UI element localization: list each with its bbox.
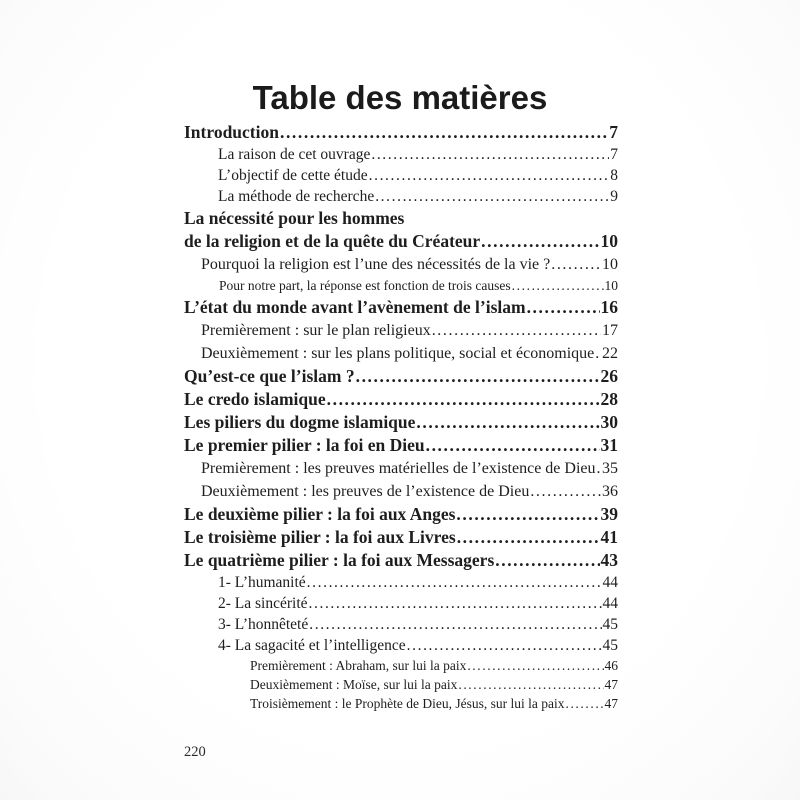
toc-page-number: 10	[604, 278, 618, 293]
toc-item	[201, 253, 618, 276]
toc-item	[218, 614, 618, 635]
toc-item	[250, 656, 618, 675]
toc-page-number: 10	[602, 256, 618, 273]
toc-item-label: 2- La sincérité	[218, 595, 308, 612]
toc-item-label: Le deuxième pilier : la foi aux Anges	[184, 504, 456, 524]
toc-item-label: L’état du monde avant l’avènement de l’islam	[184, 297, 526, 317]
toc-page-number: 47	[604, 696, 618, 711]
toc-item-label: Qu’est-ce que l’islam ?	[184, 366, 355, 386]
table-of-contents	[184, 121, 618, 713]
toc-item-label: 4- La sagacité et l’intelligence	[218, 637, 406, 654]
toc-page-number: 8	[610, 167, 618, 184]
leader-dots	[280, 121, 608, 144]
toc-item-label: Premièrement : les preuves matérielles de l’existence de Dieu	[201, 460, 596, 477]
toc-item	[218, 144, 618, 165]
toc-item	[219, 276, 618, 296]
toc-item-label: Deuxièmement : les preuves de l’existence de Dieu	[201, 483, 530, 500]
leader-dots	[551, 253, 601, 276]
toc-page-number: 35	[602, 460, 618, 477]
leader-dots	[512, 276, 604, 296]
toc-item	[184, 365, 618, 388]
toc-page-number: 41	[600, 527, 618, 547]
toc-item	[250, 675, 618, 694]
toc-page-number: 22	[602, 345, 618, 362]
toc-page-number: 45	[602, 637, 618, 654]
toc-item	[184, 411, 618, 434]
toc-item	[218, 186, 618, 207]
toc-item-label: Le credo islamique	[184, 389, 326, 409]
toc-page-number: 16	[600, 297, 618, 317]
toc-item	[250, 694, 618, 713]
toc-item-label: 3- L’honnêteté	[218, 616, 309, 633]
toc-page-number: 47	[604, 677, 618, 692]
toc-item-label: Troisièmement : le Prophète de Dieu, Jésus, sur lui la paix	[250, 696, 565, 711]
toc-page-number: 45	[602, 616, 618, 633]
toc-item-label: 1- L’humanité	[218, 574, 306, 591]
toc-item-label: Premièrement : Abraham, sur lui la paix	[250, 658, 467, 673]
toc-item	[184, 503, 618, 526]
toc-item-label: Premièrement : sur le plan religieux	[201, 322, 431, 339]
leader-dots	[456, 503, 599, 526]
leader-dots	[369, 165, 610, 186]
toc-item-label: Pour notre part, la réponse est fonction de trois causes	[219, 278, 511, 293]
toc-item-label: L’objectif de cette étude	[218, 167, 368, 184]
leader-dots	[375, 186, 609, 207]
leader-dots	[495, 549, 599, 572]
toc-item	[218, 165, 618, 186]
toc-item	[201, 480, 618, 503]
leader-dots	[458, 675, 603, 694]
toc-item	[218, 572, 618, 593]
toc-item	[184, 121, 618, 144]
toc-item-label: Deuxièmement : sur les plans politique, social et économique	[201, 345, 595, 362]
toc-item-label: de la religion et de la quête du Créateur	[184, 231, 481, 251]
toc-item	[184, 230, 618, 253]
toc-item	[184, 388, 618, 411]
leader-dots	[407, 635, 602, 656]
leader-dots	[595, 342, 601, 365]
toc-item-label: La raison de cet ouvrage	[218, 146, 371, 163]
toc-item-label: Le troisième pilier : la foi aux Livres	[184, 527, 456, 547]
toc-item-label: La nécessité pour les hommes	[184, 208, 405, 228]
toc-page-number: 44	[602, 574, 618, 591]
toc-page-number: 28	[600, 389, 618, 409]
toc-page-number: 39	[600, 504, 618, 524]
toc-page-number: 26	[600, 366, 618, 386]
toc-item	[184, 434, 618, 457]
toc-item-label: Introduction	[184, 122, 279, 142]
leader-dots	[530, 480, 601, 503]
leader-dots	[426, 434, 600, 457]
toc-page-number: 31	[600, 435, 618, 455]
leader-dots	[527, 296, 600, 319]
toc-item-label: Pourquoi la religion est l’une des nécessités de la vie ?	[201, 256, 551, 273]
toc-page-number: 46	[604, 658, 618, 673]
toc-page-number: 7	[609, 122, 618, 142]
toc-page-number: 9	[610, 188, 618, 205]
toc-item	[218, 593, 618, 614]
toc-item-label: Deuxièmement : Moïse, sur lui la paix	[250, 677, 458, 692]
toc-page-number: 36	[602, 483, 618, 500]
toc-page-number: 17	[602, 322, 618, 339]
toc-page-number: 43	[600, 550, 618, 570]
toc-item	[184, 526, 618, 549]
leader-dots	[481, 230, 599, 253]
toc-item	[184, 296, 618, 319]
toc-page-number: 10	[600, 231, 618, 251]
toc-item	[201, 457, 618, 480]
toc-item-label: La méthode de recherche	[218, 188, 375, 205]
leader-dots	[565, 694, 603, 713]
toc-page-number: 44	[602, 595, 618, 612]
toc-page-number: 7	[610, 146, 618, 163]
leader-dots	[356, 365, 600, 388]
toc-item	[201, 342, 618, 365]
leader-dots	[327, 388, 600, 411]
toc-page-number: 30	[600, 412, 618, 432]
toc-item	[184, 207, 618, 230]
leader-dots	[416, 411, 599, 434]
leader-dots	[467, 656, 603, 675]
leader-dots	[457, 526, 600, 549]
leader-dots	[597, 457, 601, 480]
leader-dots	[309, 614, 601, 635]
toc-item-label: Le quatrième pilier : la foi aux Messagers	[184, 550, 495, 570]
toc-item	[218, 635, 618, 656]
toc-item	[201, 319, 618, 342]
leader-dots	[432, 319, 601, 342]
toc-item-label: Les piliers du dogme islamique	[184, 412, 416, 432]
toc-item	[184, 549, 618, 572]
footer-page-number: 220	[184, 744, 206, 760]
leader-dots	[371, 144, 609, 165]
toc-item-label: Le premier pilier : la foi en Dieu	[184, 435, 425, 455]
page-title: Table des matières	[252, 79, 548, 117]
leader-dots	[307, 572, 602, 593]
leader-dots	[309, 593, 602, 614]
